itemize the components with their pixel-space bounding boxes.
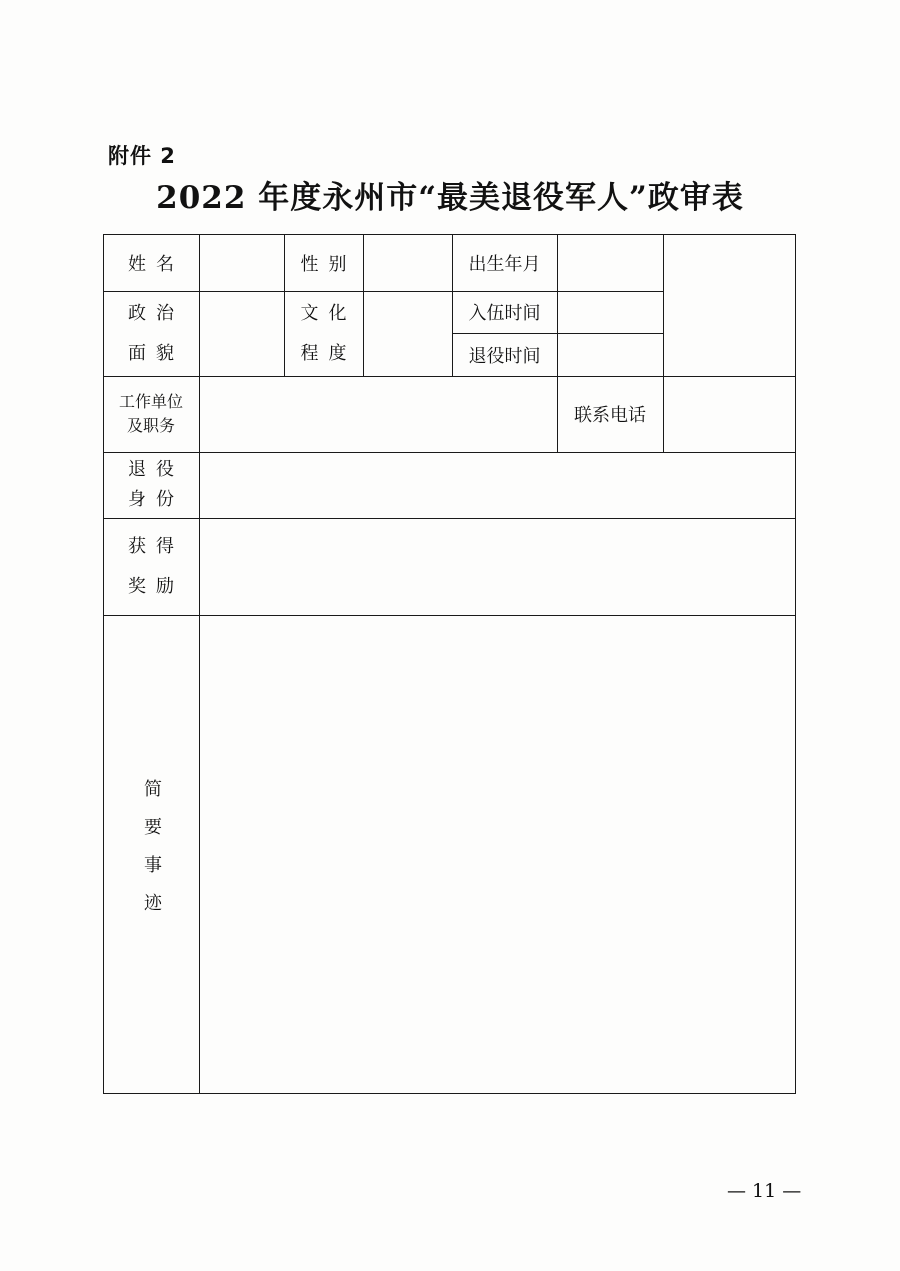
awards-field[interactable] [200,518,795,615]
enlist-date-label: 入伍时间 [468,303,541,324]
political-status-field[interactable] [200,291,284,376]
veteran-identity-label: 退役 身份 [128,459,184,510]
name-label: 姓名 [128,253,184,275]
page-title: 2022 年度永州市“最美退役军人”政审表 [156,180,744,216]
awards-label: 获得 奖励 [128,535,184,597]
work-unit-field[interactable] [200,376,557,452]
birth-label: 出生年月 [468,253,541,275]
brief-deeds-label: 简要事迹 [141,778,162,931]
political-status-label: 政治 面貌 [128,302,184,364]
vetting-form-table [103,234,796,1094]
gender-label: 性别 [300,253,357,275]
education-label: 文化 程度 [300,302,357,364]
page-number: — 11 — [727,1180,802,1202]
birth-field[interactable] [558,234,663,291]
work-unit-label: 工作单位 及职务 [118,392,183,435]
phone-field[interactable] [664,376,795,452]
phone-label: 联系电话 [574,405,646,426]
veteran-identity-field[interactable] [200,452,795,518]
photo-area[interactable] [664,234,795,376]
gender-field[interactable] [364,234,452,291]
enlist-date-field[interactable] [558,291,663,333]
name-field[interactable] [200,234,284,291]
education-field[interactable] [364,291,452,376]
brief-deeds-field[interactable] [200,615,795,1093]
retire-date-label: 退役时间 [468,345,541,367]
retire-date-field[interactable] [558,333,663,376]
attachment-label: 附件 2 [108,144,176,168]
